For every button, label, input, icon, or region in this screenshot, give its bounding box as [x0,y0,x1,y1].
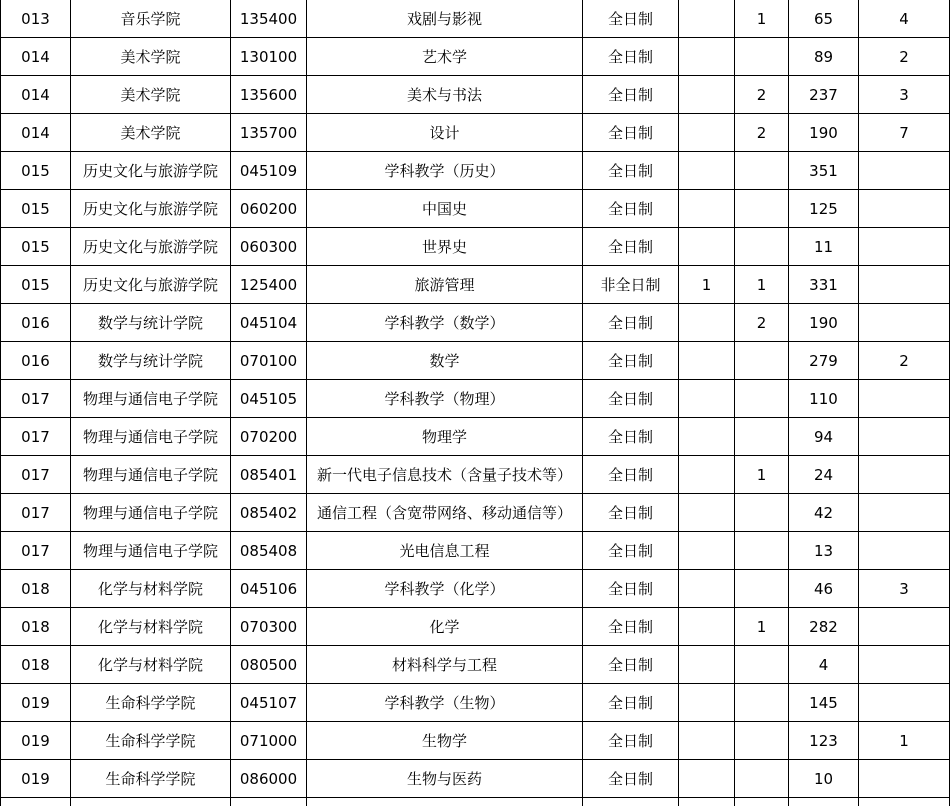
college-name-cell: 物理与通信电子学院 [71,494,231,532]
count-a-cell [679,570,735,608]
study-mode-cell: 全日制 [583,304,679,342]
unit-code-cell: 018 [1,646,71,684]
major-name-cell: 学科教学（生物） [307,684,583,722]
count-a-cell [679,304,735,342]
table-row [1,342,950,380]
count-d-cell [859,684,950,722]
college-name-cell: 历史文化与旅游学院 [71,152,231,190]
major-code-cell: 080500 [231,646,307,684]
major-name-cell: 美术与书法 [307,76,583,114]
table-row [1,608,950,646]
count-c-cell: 282 [789,608,859,646]
unit-code-cell: 017 [1,418,71,456]
count-c-cell: 10 [789,760,859,798]
major-name-cell: 戏剧与影视 [307,0,583,38]
count-a-cell [679,76,735,114]
major-name-cell: 通信工程（含宽带网络、移动通信等） [307,494,583,532]
study-mode-cell: 全日制 [583,114,679,152]
unit-code-cell: 017 [1,380,71,418]
count-b-cell: 2 [735,114,789,152]
table-row [1,304,950,342]
count-a-cell [679,494,735,532]
count-d-cell [859,152,950,190]
college-name-cell: 数学与统计学院 [71,342,231,380]
study-mode-cell: 全日制 [583,0,679,38]
unit-code-cell: 017 [1,494,71,532]
count-c-cell: 145 [789,684,859,722]
count-c-cell: 351 [789,152,859,190]
table-row [1,114,950,152]
count-d-cell [859,646,950,684]
study-mode-cell: 全日制 [583,38,679,76]
count-b-cell [735,38,789,76]
table-body [1,0,950,806]
count-d-cell: 2 [859,38,950,76]
count-d-cell [859,190,950,228]
major-code-cell: 070100 [231,342,307,380]
college-name-cell: 化学与材料学院 [71,608,231,646]
count-b-cell [735,722,789,760]
count-d-cell [859,532,950,570]
major-code-cell: 130100 [231,38,307,76]
count-c-cell: 331 [789,266,859,304]
major-name-cell: 材料科学与工程 [307,646,583,684]
count-c-cell: 89 [789,38,859,76]
study-mode-cell: 全日制 [583,608,679,646]
count-b-cell [735,494,789,532]
major-name-cell: 物理学 [307,418,583,456]
major-code-cell: 085401 [231,456,307,494]
count-c-cell: 190 [789,114,859,152]
college-name-cell: 物理与通信电子学院 [71,456,231,494]
study-mode-cell: 非全日制 [583,266,679,304]
count-a-cell [679,190,735,228]
table-row [1,456,950,494]
unit-code-cell: 015 [1,190,71,228]
unit-code-cell: 014 [1,114,71,152]
count-d-cell [859,608,950,646]
count-d-cell [859,380,950,418]
count-b-cell [735,418,789,456]
study-mode-cell: 全日制 [583,342,679,380]
count-c-cell: 13 [789,532,859,570]
count-d-cell: 7 [859,114,950,152]
table-row [1,76,950,114]
count-a-cell [679,760,735,798]
unit-code-cell: 017 [1,532,71,570]
major-code-cell: 045109 [231,152,307,190]
college-name-cell: 物理与通信电子学院 [71,380,231,418]
table-row [1,228,950,266]
major-code-cell: 070300 [231,608,307,646]
table-row [1,570,950,608]
count-d-cell [859,228,950,266]
study-mode-cell: 全日制 [583,684,679,722]
count-b-cell [735,190,789,228]
study-mode-cell: 全日制 [583,646,679,684]
unit-code-cell: 017 [1,456,71,494]
count-a-cell [679,646,735,684]
count-c-cell: 123 [789,722,859,760]
empty-cell [789,798,859,806]
major-code-cell: 071000 [231,722,307,760]
count-c-cell: 4 [789,646,859,684]
count-d-cell: 1 [859,722,950,760]
count-c-cell: 11 [789,228,859,266]
study-mode-cell: 全日制 [583,456,679,494]
count-d-cell [859,304,950,342]
count-a-cell [679,456,735,494]
unit-code-cell: 015 [1,152,71,190]
major-name-cell: 艺术学 [307,38,583,76]
major-code-cell: 045106 [231,570,307,608]
major-name-cell: 光电信息工程 [307,532,583,570]
major-code-cell: 045107 [231,684,307,722]
major-name-cell: 数学 [307,342,583,380]
empty-cell [307,798,583,806]
count-b-cell [735,152,789,190]
count-d-cell: 3 [859,76,950,114]
table-row [1,152,950,190]
study-mode-cell: 全日制 [583,494,679,532]
study-mode-cell: 全日制 [583,152,679,190]
count-b-cell [735,684,789,722]
empty-cell [583,798,679,806]
count-a-cell [679,0,735,38]
empty-cell [735,798,789,806]
major-code-cell: 135400 [231,0,307,38]
unit-code-cell: 016 [1,304,71,342]
major-name-cell: 设计 [307,114,583,152]
empty-cell [71,798,231,806]
table-row [1,532,950,570]
table-row [1,684,950,722]
empty-cell [679,798,735,806]
count-b-cell: 1 [735,0,789,38]
table-row [1,760,950,798]
major-name-cell: 生物学 [307,722,583,760]
college-name-cell: 音乐学院 [71,0,231,38]
college-name-cell: 历史文化与旅游学院 [71,266,231,304]
study-mode-cell: 全日制 [583,532,679,570]
count-d-cell: 3 [859,570,950,608]
study-mode-cell: 全日制 [583,228,679,266]
count-c-cell: 24 [789,456,859,494]
empty-cell [1,798,71,806]
count-d-cell [859,418,950,456]
count-d-cell [859,760,950,798]
college-name-cell: 历史文化与旅游学院 [71,228,231,266]
major-name-cell: 学科教学（物理） [307,380,583,418]
college-name-cell: 生命科学学院 [71,684,231,722]
major-code-cell: 060300 [231,228,307,266]
major-name-cell: 生物与医药 [307,760,583,798]
count-b-cell: 1 [735,608,789,646]
count-a-cell [679,418,735,456]
study-mode-cell: 全日制 [583,760,679,798]
table-row [1,418,950,456]
major-name-cell: 中国史 [307,190,583,228]
count-d-cell [859,266,950,304]
count-b-cell [735,228,789,266]
college-name-cell: 生命科学学院 [71,722,231,760]
count-a-cell [679,684,735,722]
major-code-cell: 060200 [231,190,307,228]
study-mode-cell: 全日制 [583,76,679,114]
major-code-cell: 070200 [231,418,307,456]
college-name-cell: 化学与材料学院 [71,570,231,608]
table-row [1,494,950,532]
table-row [1,266,950,304]
table-row [1,380,950,418]
major-name-cell: 化学 [307,608,583,646]
major-name-cell: 学科教学（化学） [307,570,583,608]
count-a-cell [679,722,735,760]
count-c-cell: 110 [789,380,859,418]
count-b-cell [735,570,789,608]
count-a-cell [679,342,735,380]
college-name-cell: 美术学院 [71,38,231,76]
major-code-cell: 125400 [231,266,307,304]
college-name-cell: 化学与材料学院 [71,646,231,684]
college-name-cell: 物理与通信电子学院 [71,532,231,570]
count-a-cell [679,38,735,76]
major-name-cell: 世界史 [307,228,583,266]
count-b-cell [735,760,789,798]
unit-code-cell: 019 [1,722,71,760]
major-name-cell: 旅游管理 [307,266,583,304]
major-code-cell: 045105 [231,380,307,418]
empty-cell [231,798,307,806]
study-mode-cell: 全日制 [583,418,679,456]
table-row-partial [1,798,950,806]
count-c-cell: 125 [789,190,859,228]
count-a-cell [679,380,735,418]
college-name-cell: 数学与统计学院 [71,304,231,342]
count-a-cell [679,532,735,570]
count-b-cell [735,380,789,418]
unit-code-cell: 015 [1,228,71,266]
empty-cell [859,798,950,806]
table-row [1,38,950,76]
unit-code-cell: 018 [1,570,71,608]
unit-code-cell: 019 [1,760,71,798]
study-mode-cell: 全日制 [583,722,679,760]
study-mode-cell: 全日制 [583,570,679,608]
study-mode-cell: 全日制 [583,190,679,228]
major-code-cell: 086000 [231,760,307,798]
count-c-cell: 94 [789,418,859,456]
table-row [1,190,950,228]
major-code-cell: 135700 [231,114,307,152]
count-a-cell [679,608,735,646]
major-code-cell: 085408 [231,532,307,570]
count-b-cell: 2 [735,304,789,342]
count-a-cell: 1 [679,266,735,304]
count-b-cell [735,342,789,380]
college-name-cell: 美术学院 [71,76,231,114]
unit-code-cell: 015 [1,266,71,304]
college-name-cell: 物理与通信电子学院 [71,418,231,456]
unit-code-cell: 013 [1,0,71,38]
count-c-cell: 237 [789,76,859,114]
count-b-cell: 1 [735,456,789,494]
count-a-cell [679,152,735,190]
count-c-cell: 42 [789,494,859,532]
count-b-cell [735,532,789,570]
count-c-cell: 190 [789,304,859,342]
major-code-cell: 045104 [231,304,307,342]
count-a-cell [679,114,735,152]
major-name-cell: 学科教学（历史） [307,152,583,190]
unit-code-cell: 019 [1,684,71,722]
count-b-cell [735,646,789,684]
major-name-cell: 新一代电子信息技术（含量子技术等） [307,456,583,494]
college-name-cell: 生命科学学院 [71,760,231,798]
major-code-cell: 135600 [231,76,307,114]
unit-code-cell: 018 [1,608,71,646]
unit-code-cell: 014 [1,38,71,76]
count-c-cell: 65 [789,0,859,38]
count-d-cell: 2 [859,342,950,380]
count-d-cell [859,456,950,494]
count-d-cell [859,494,950,532]
count-b-cell: 1 [735,266,789,304]
count-c-cell: 279 [789,342,859,380]
count-a-cell [679,228,735,266]
study-mode-cell: 全日制 [583,380,679,418]
major-name-cell: 学科教学（数学） [307,304,583,342]
count-b-cell: 2 [735,76,789,114]
major-code-cell: 085402 [231,494,307,532]
table-row [1,0,950,38]
table-row [1,646,950,684]
college-name-cell: 美术学院 [71,114,231,152]
college-name-cell: 历史文化与旅游学院 [71,190,231,228]
table-row [1,722,950,760]
count-c-cell: 46 [789,570,859,608]
unit-code-cell: 014 [1,76,71,114]
unit-code-cell: 016 [1,342,71,380]
count-d-cell: 4 [859,0,950,38]
